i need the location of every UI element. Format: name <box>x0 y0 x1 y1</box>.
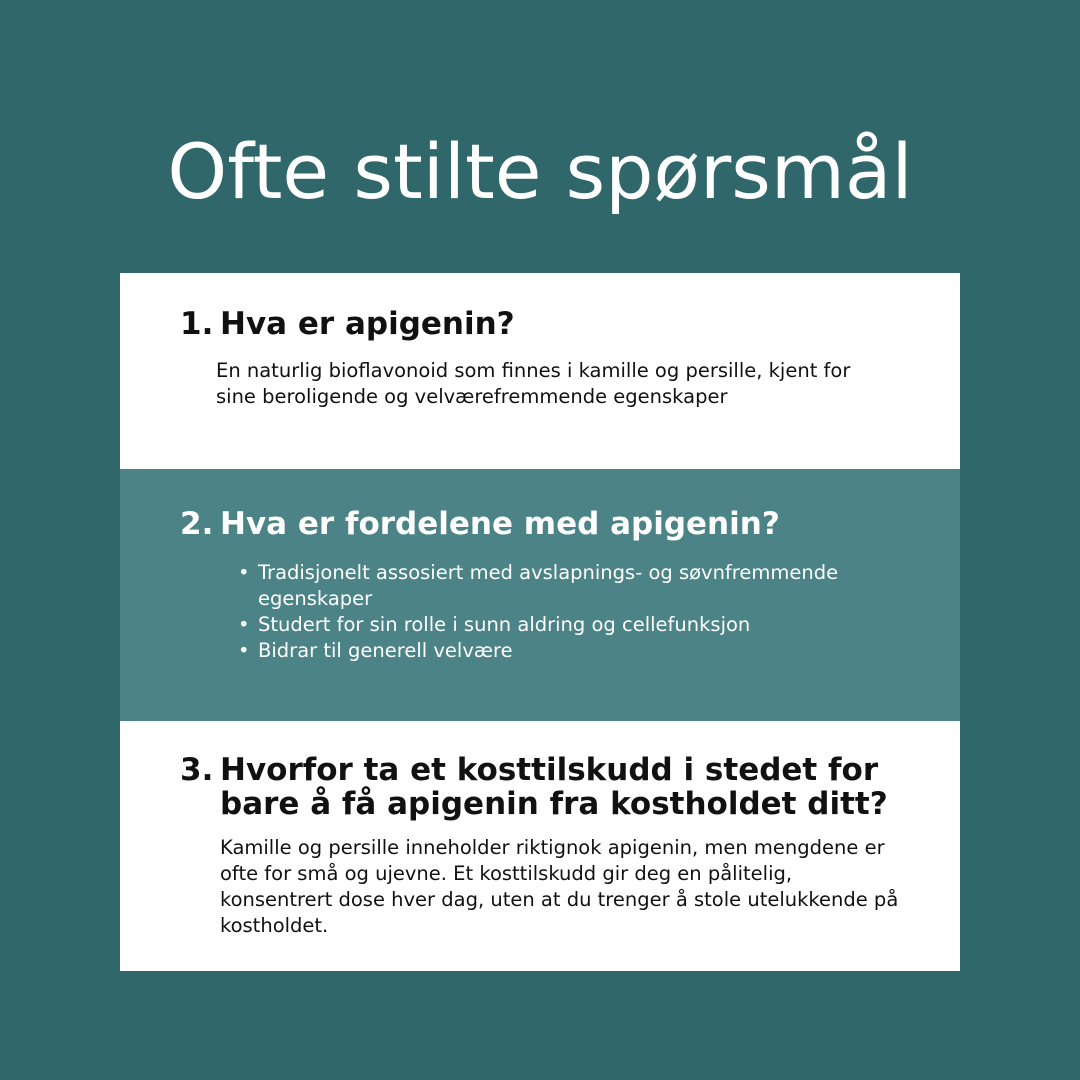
faq-item-1 <box>120 273 960 469</box>
list-item <box>238 560 870 612</box>
benefit-text-2: Studert for sin rolle i sunn aldring og cellefunksjon <box>258 613 751 636</box>
bullet-icon: • <box>238 639 250 662</box>
faq-question-2 <box>180 507 920 541</box>
faq-number-2: 2. <box>180 506 214 542</box>
benefit-text-3: Bidrar til generell velvære <box>258 639 513 662</box>
bullet-icon: • <box>238 561 250 584</box>
benefit-text-1: Tradisjonelt assosiert med avslapnings- og søvnfremmende egenskaper <box>258 561 839 610</box>
faq-item-3 <box>120 721 960 971</box>
benefits-list <box>238 560 870 664</box>
faq-question-3 <box>180 753 920 821</box>
bullet-icon: • <box>238 613 250 636</box>
faq-question-text-3: Hvorfor ta et kosttilskudd i stedet for bare å få apigenin fra kostholdet ditt? <box>220 752 888 822</box>
faq-item-2 <box>120 469 960 721</box>
list-item <box>238 612 870 638</box>
faq-number-1: 1. <box>180 306 214 342</box>
page-title: Ofte stilte spørsmål <box>167 127 913 216</box>
list-item <box>238 638 870 664</box>
faq-question-text-2: Hva er fordelene med apigenin? <box>220 506 780 542</box>
faq-answer-1: En naturlig bioflavonoid som finnes i kamille og persille, kjent for sine beroligende og velværefremmende egenskaper <box>216 359 851 408</box>
faq-number-3: 3. <box>180 752 214 788</box>
faq-question-text-1: Hva er apigenin? <box>220 306 515 342</box>
faq-question-1 <box>180 307 920 341</box>
faq-answer-3: Kamille og persille inneholder riktignok apigenin, men mengdene er ofte for små og ujevne. Et kosttilskudd gir deg en pålitelig, konsentrert dose hver dag, uten at du trenger å stole utelukkende på kostholdet. <box>220 836 899 937</box>
